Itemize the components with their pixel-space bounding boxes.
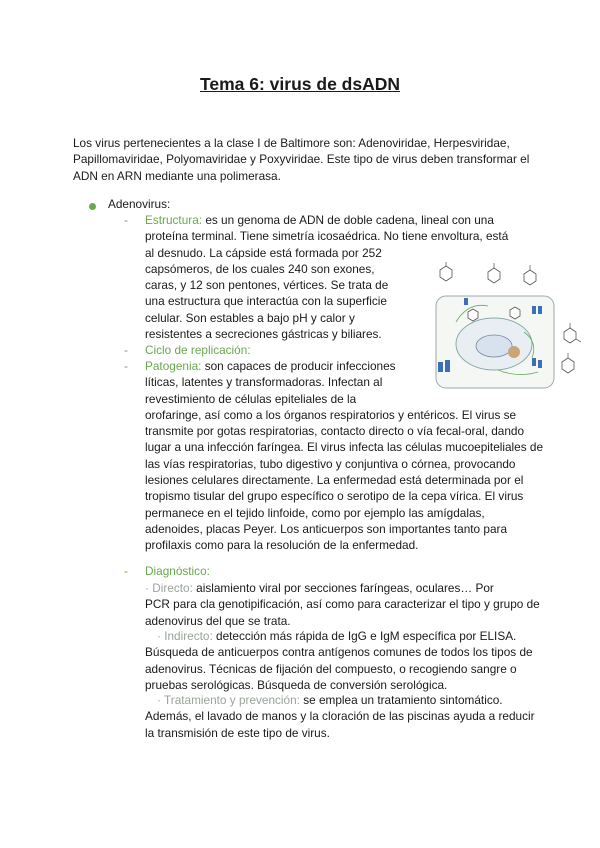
estructura-text: caras, y 12 son pentones, vértices. Se trata de — [145, 278, 389, 293]
estructura-text: proteína terminal. Tiene simetría icosaédrica. No tiene envoltura, está — [145, 229, 509, 244]
bullet-icon — [89, 203, 96, 210]
tratamiento-text: Además, el lavado de manos y la cloración de las piscinas ayuda a reducir la transmisión de este tipo de virus. — [145, 709, 535, 740]
tratamiento-section — [145, 692, 545, 741]
adenovirus-replication-cycle-diagram-icon — [428, 262, 590, 396]
patogenia-label: Patogenia: — [145, 359, 202, 373]
adenovirus-heading: Adenovirus: — [108, 197, 171, 211]
diagnostico-label: Diagnóstico: — [145, 564, 210, 578]
estructura-text: capsómeros, de los cuales 240 son exones, — [145, 261, 375, 276]
estructura-text: es un genoma de ADN de doble cadena, lineal con una — [202, 213, 494, 227]
estructura-text: al desnudo. La cápside está formada por 252 — [145, 245, 382, 260]
indirecto-text: Búsqueda de anticuerpos contra antígenos comunes de todos los tipos de adenovirus. Técnicas de fijación del compuesto, o recogiendo sangre o pruebas serológicas. Búsqueda de conversión serológica. — [145, 645, 533, 692]
directo-text: PCR para cla genotipificación, así como para caracterizar el tipo y grupo de adenovirus del que se trata. — [145, 597, 540, 628]
ciclo-label: Ciclo de replicación: — [145, 343, 251, 357]
indirecto-text: detección más rápida de IgG e IgM específica por ELISA. — [212, 629, 517, 643]
intro-paragraph: Los virus pertenecientes a la clase I de Baltimore son: Adenoviridae, Herpesviridae, Papillomaviridae, Polyomaviridae y Poxyviridae. Este tipo de virus deben transformar el ADN en ARN mediante una polimerasa. — [73, 136, 530, 183]
tratamiento-text: se emplea un tratamiento sintomático. — [299, 693, 503, 707]
patogenia-text: revestimiento de células epiteliales de la — [145, 391, 357, 406]
estructura-text: una estructura que interactúa con la superficie — [145, 294, 387, 309]
diagnostico-indirecto — [145, 628, 545, 693]
tratamiento-label: · Tratamiento y prevención: — [157, 693, 300, 707]
dash-icon: - — [124, 359, 128, 373]
directo-text: aislamiento viral por secciones faríngeas, oculares… Por — [192, 581, 494, 595]
directo-label: · Directo: — [145, 581, 193, 595]
estructura-text: resistentes a secreciones gástricas y biliares. — [145, 327, 382, 342]
dash-icon: - — [124, 213, 128, 227]
dash-icon: - — [124, 564, 128, 578]
patogenia-text: orofaringe, así como a los órganos respiratorios y entéricos. El virus se transmite por gotas respiratorias, contacto directo o vía fecal-oral, dando lugar a una infección faríngea. El virus infecta las células mucoepiteliales de las vías respiratorias, tubo digestivo y conjuntiva o córnea, provocando lesiones celulares directamente. La enfermedad está determinada por el tropismo tisular del grupo específico o serotipo de la cepa vírica. El virus permanece en el tejido linfoide, como por ejemplo las amígdalas, adenoides, placas Peyer. Los anticuerpos son importantes tanto para profilaxis como para la resolución de la enfermedad. — [145, 407, 544, 553]
estructura-text: celular. Son estables a bajo pH y calor y — [145, 310, 355, 325]
indirecto-label: · Indirecto: — [157, 629, 213, 643]
dash-icon: - — [124, 343, 128, 357]
diagnostico-directo — [145, 580, 545, 629]
patogenia-text: líticas, latentes y transformadoras. Infectan al — [145, 375, 383, 390]
patogenia-text: son capaces de producir infecciones — [201, 359, 396, 373]
estructura-label: Estructura: — [145, 213, 203, 227]
page-title: Tema 6: virus de dsADN — [199, 74, 400, 94]
